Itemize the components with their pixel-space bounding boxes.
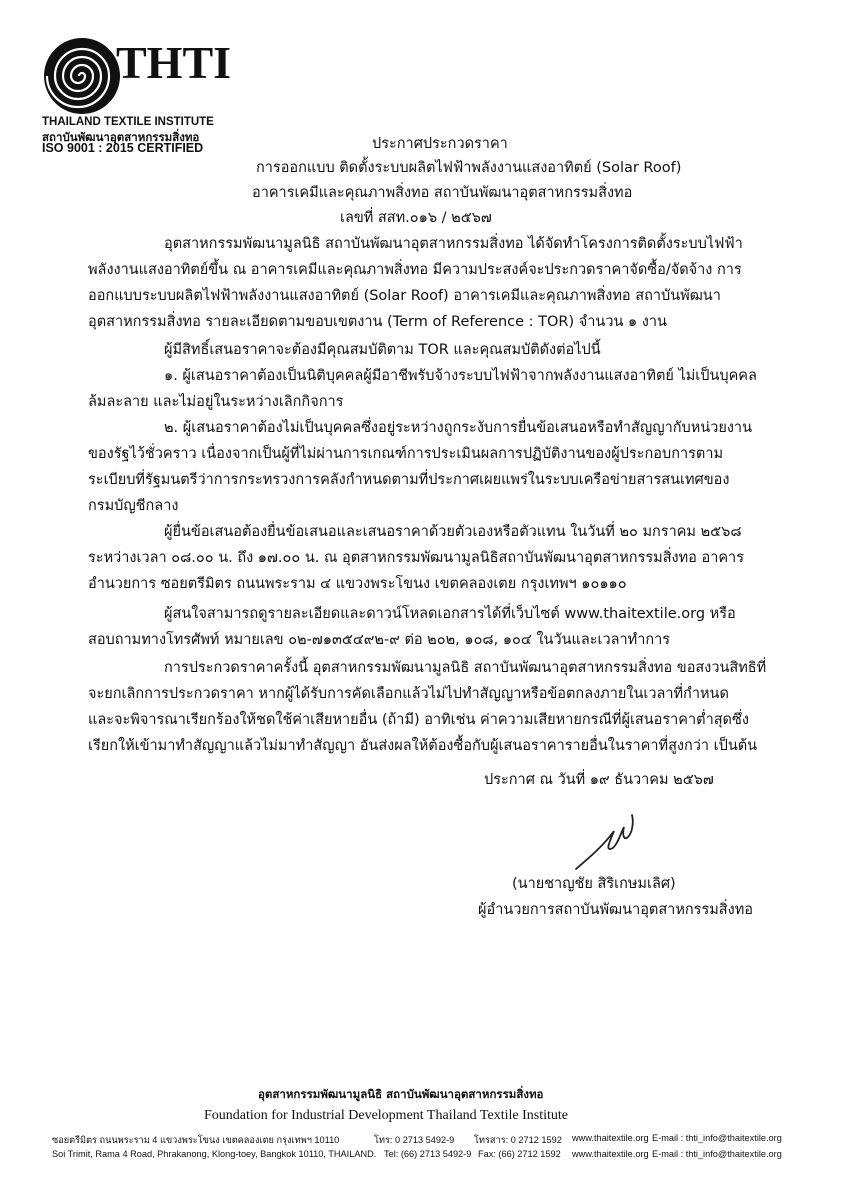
signatory-name: (นายชาญชัย สิริเกษมเลิศ)	[512, 876, 676, 892]
footer-tel-th: โทร: 0 2713 5492-9	[374, 1135, 455, 1145]
institute-logo	[38, 36, 238, 156]
paragraph-line: ออกแบบระบบผลิตไฟฟ้าพลังงานแสงอาทิตย์ (Solar Roof) อาคารเคมีและคุณภาพสิ่งทอ สถาบันพัฒนา	[88, 288, 721, 304]
qualification-item-2-cont: กรมบัญชีกลาง	[88, 498, 179, 514]
paragraph-line: อุตสาหกรรมพัฒนามูลนิธิ สถาบันพัฒนาอุตสาหกรรมสิ่งทอ ได้จัดทำโครงการติดตั้งระบบไฟฟ้า	[164, 236, 743, 252]
logo-name-th: สถาบันพัฒนาอุตสาหกรรมสิ่งทอ	[42, 132, 200, 144]
announce-date: ประกาศ ณ วันที่ ๑๙ ธันวาคม ๒๕๖๗	[484, 772, 714, 788]
paragraph-line: และจะพิจารณาเรียกร้องให้ชดใช้ค่าเสียหายอื่น (ถ้ามี) อาทิเช่น ค่าความเสียหายกรณีที่ผู้เสนอราคาต่ำสุดซึ่ง	[88, 712, 749, 728]
qualification-item-1-cont: ล้มละลาย และไม่อยู่ในระหว่างเลิกกิจการ	[88, 394, 344, 410]
footer-website-link[interactable]: www.thaitextile.org	[572, 1149, 649, 1159]
logo-brand-text: THTI	[116, 37, 232, 88]
footer-email-link[interactable]: E-mail : thti_info@thaitextile.org	[652, 1133, 782, 1143]
signatory-position: ผู้อำนวยการสถาบันพัฒนาอุตสาหกรรมสิ่งทอ	[478, 902, 753, 918]
qualification-item-2-cont: ของรัฐไว้ชั่วคราว เนื่องจากเป็นผู้ที่ไม่ผ่านการเกณฑ์การประเมินผลการปฏิบัติงานของผู้ประกอบการตาม	[88, 446, 724, 462]
signature-icon	[570, 805, 660, 875]
qualification-item-2: ๒. ผู้เสนอราคาต้องไม่เป็นบุคคลซึ่งอยู่ระหว่างถูกระงับการยื่นข้อเสนอหรือทำสัญญากับหน่วยงาน	[164, 420, 752, 436]
qualification-item-2-cont: ระเบียบที่รัฐมนตรีว่าการกระทรวงการคลังกำหนดตามที่ประกาศเผยแพร่ในระบบเครือข่ายสารสนเทศของ	[88, 472, 730, 488]
footer-address-th: ซอยตรีมิตร ถนนพระราม 4 แขวงพระโขนง เขตคลองเตย กรุงเทพฯ 10110	[52, 1135, 340, 1145]
logo-iso: ISO 9001 : 2015 CERTIFIED	[42, 141, 204, 155]
paragraph-line: ระหว่างเวลา ๐๘.๐๐ น. ถึง ๑๗.๐๐ น. ณ อุตสาหกรรมพัฒนามูลนิธิสถาบันพัฒนาอุตสาหกรรมสิ่งทอ อาคาร	[88, 550, 744, 566]
doc-number: เลขที่ สสท.๐๑๖ / ๒๕๖๗	[340, 210, 492, 226]
paragraph-line: อำนวยการ ซอยตรีมิตร ถนนพระราม ๔ แขวงพระโขนง เขตคลองเตย กรุงเทพฯ ๑๐๑๑๐	[88, 576, 627, 592]
footer-fax-th: โทรสาร: 0 2712 1592	[474, 1135, 562, 1145]
paragraph-line: การประกวดราคาครั้งนี้ อุตสาหกรรมพัฒนามูลนิธิ สถาบันพัฒนาอุตสาหกรรมสิ่งทอ ขอสงวนสิทธิที่	[164, 660, 767, 676]
paragraph-line: สอบถามทางโทรศัพท์ หมายเลข ๐๒-๗๑๓๕๔๙๒-๙ ต่อ ๒๐๒, ๑๐๘, ๑๐๔ ในวันและเวลาทำการ	[88, 632, 671, 648]
logo-name-en: THAILAND TEXTILE INSTITUTE	[42, 116, 214, 128]
footer-email-link[interactable]: E-mail : thti_info@thaitextile.org	[652, 1149, 782, 1159]
doc-subtitle-1: การออกแบบ ติดตั้งระบบผลิตไฟฟ้าพลังงานแสงอาทิตย์ (Solar Roof)	[256, 160, 682, 176]
footer-org-en: Foundation for Industrial Development Thailand Textile Institute	[204, 1108, 568, 1123]
paragraph-line: เรียกให้เข้ามาทำสัญญาแล้วไม่มาทำสัญญา อันส่งผลให้ต้องซื้อกับผู้เสนอราคารายอื่นในราคาที่สูงกว่า เป็นต้น	[88, 738, 758, 754]
paragraph-line: จะยกเลิกการประกวดราคา หากผู้ได้รับการคัดเลือกแล้วไม่ไปทำสัญญาหรือข้อตกลงภายในเวลาที่กำหนด	[88, 686, 729, 702]
doc-title: ประกาศประกวดราคา	[372, 136, 508, 152]
footer-address-en: Soi Trimit, Rama 4 Road, Phrakanong, Klong-toey, Bangkok 10110, THAILAND.	[52, 1149, 377, 1159]
paragraph-line: ผู้ยื่นข้อเสนอต้องยื่นข้อเสนอและเสนอราคาด้วยตัวเองหรือตัวแทน ในวันที่ ๒๐ มกราคม ๒๕๖๘	[164, 524, 742, 540]
qualification-item-1: ๑. ผู้เสนอราคาต้องเป็นนิติบุคคลผู้มีอาชีพรับจ้างระบบไฟฟ้าจากพลังงานแสงอาทิตย์ ไม่เป็นบุคคล	[164, 368, 757, 384]
paragraph-line: ผู้สนใจสามารถดูรายละเอียดและดาวน์โหลดเอกสารได้ที่เว็บไซต์ www.thaitextile.org หรือ	[164, 606, 736, 622]
footer-fax-en: Fax: (66) 2712 1592	[478, 1149, 561, 1159]
spiral-logo-icon	[42, 36, 122, 116]
paragraph-line: อุตสาหกรรมสิ่งทอ รายละเอียดตามขอบเขตงาน (Term of Reference : TOR) จำนวน ๑ งาน	[88, 314, 667, 330]
footer-tel-en: Tel: (66) 2713 5492-9	[384, 1149, 472, 1159]
doc-subtitle-2: อาคารเคมีและคุณภาพสิ่งทอ สถาบันพัฒนาอุตสาหกรรมสิ่งทอ	[252, 185, 633, 201]
paragraph-line: พลังงานแสงอาทิตย์ขึ้น ณ อาคารเคมีและคุณภาพสิ่งทอ มีความประสงค์จะประกวดราคาจัดซื้อ/จัดจ้าง การ	[88, 262, 742, 278]
footer-website-link[interactable]: www.thaitextile.org	[572, 1133, 649, 1143]
footer-org-th: อุตสาหกรรมพัฒนามูลนิธิ สถาบันพัฒนาอุตสาหกรรมสิ่งทอ	[258, 1087, 544, 1101]
qualification-intro: ผู้มีสิทธิ์เสนอราคาจะต้องมีคุณสมบัติตาม TOR และคุณสมบัติดังต่อไปนี้	[164, 342, 601, 358]
